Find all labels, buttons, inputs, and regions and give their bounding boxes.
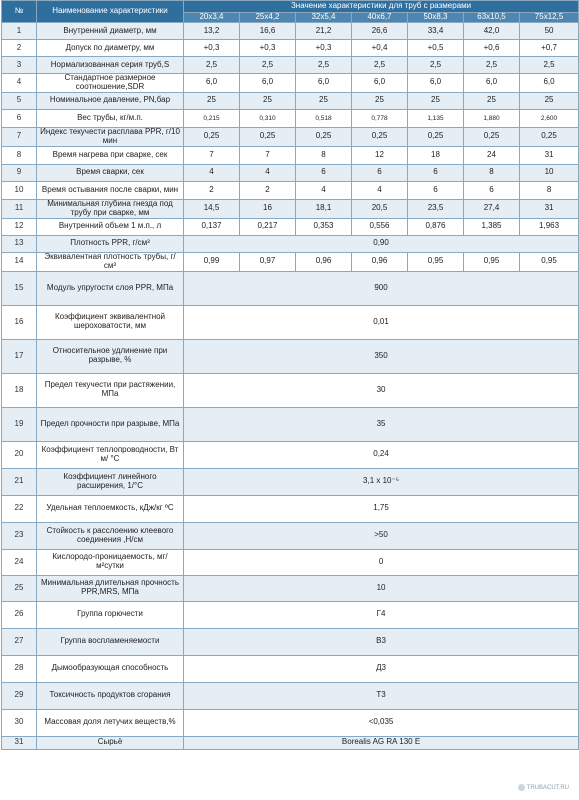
value-cell: 4 [184,164,240,181]
value-cell: 6 [408,164,464,181]
characteristic-name: Время сварки, сек [37,164,184,181]
characteristic-name: Сырьё [37,736,184,749]
characteristic-name: Стойкость к расслоению клеевого соединения ,Н/см [37,522,184,549]
table-row [2,57,579,74]
value-cell: 25 [408,92,464,109]
value-cell: 6 [352,164,408,181]
table-row [2,146,579,164]
value-cell-merged: 35 [184,407,579,441]
value-cell: 12 [352,146,408,164]
row-number: 8 [2,146,37,164]
value-cell-merged: 0,90 [184,235,579,252]
value-cell: 25 [352,92,408,109]
value-cell: 8 [464,164,520,181]
value-cell: 31 [520,199,579,218]
value-cell: 25 [520,92,579,109]
row-number: 12 [2,218,37,235]
value-cell: 8 [296,146,352,164]
table-row [2,339,579,373]
value-cell: 14,5 [184,199,240,218]
value-cell: 0,25 [184,127,240,146]
value-cell: 6,0 [464,74,520,93]
value-cell: 16 [240,199,296,218]
characteristic-name: Удельная теплоемкость, кДж/кг ºС [37,495,184,522]
value-cell-merged: 30 [184,373,579,407]
header-size: 63х10,5 [464,13,520,23]
header-row-top [2,1,579,13]
value-cell: 10 [520,164,579,181]
table-row [2,628,579,655]
row-number: 17 [2,339,37,373]
header-size: 20х3,4 [184,13,240,23]
table-row [2,127,579,146]
value-cell: +0,4 [352,40,408,57]
value-cell: 2,5 [240,57,296,74]
table-row [2,305,579,339]
row-number: 1 [2,23,37,40]
row-number: 21 [2,468,37,495]
row-number: 18 [2,373,37,407]
value-cell: 6,0 [184,74,240,93]
table-row [2,40,579,57]
header-values: Значение характеристики для труб с размерами [184,1,579,13]
value-cell: 26,6 [352,23,408,40]
value-cell: 7 [240,146,296,164]
characteristic-name: Номинальное давление, PN,бар [37,92,184,109]
table-row [2,252,579,271]
row-number: 9 [2,164,37,181]
row-number: 2 [2,40,37,57]
value-cell: 4 [352,181,408,199]
value-cell: 8 [520,181,579,199]
table-row [2,218,579,235]
value-cell-merged: 350 [184,339,579,373]
value-cell-merged: 10 [184,575,579,601]
value-cell: 4 [296,181,352,199]
header-size: 40х6,7 [352,13,408,23]
value-cell: 50 [520,23,579,40]
value-cell: 27,4 [464,199,520,218]
characteristic-name: Вес трубы, кг/м.п. [37,109,184,127]
characteristic-name: Кислородо-проницаемость, мг/м²сутки [37,549,184,575]
row-number: 16 [2,305,37,339]
characteristic-name: Коэффициент эквивалентной шероховатости, мм [37,305,184,339]
value-cell: +0,7 [520,40,579,57]
characteristic-name: Допуск по диаметру, мм [37,40,184,57]
characteristic-name: Группа горючести [37,601,184,628]
value-cell: 1,963 [520,218,579,235]
header-size: 75х12,5 [520,13,579,23]
value-cell: 0,25 [296,127,352,146]
value-cell: 2,5 [296,57,352,74]
value-cell: 0,137 [184,218,240,235]
value-cell-merged: Borealis AG RA 130 E [184,736,579,749]
value-cell-merged: 1,75 [184,495,579,522]
row-number: 7 [2,127,37,146]
spec-table-body [2,23,579,750]
table-row [2,181,579,199]
value-cell-merged: Г4 [184,601,579,628]
value-cell: 18 [408,146,464,164]
value-cell: 6,0 [240,74,296,93]
characteristic-name: Внутренний объем 1 м.п., л [37,218,184,235]
characteristic-name: Время нагрева при сварке, сек [37,146,184,164]
value-cell: 2,5 [184,57,240,74]
value-cell: 0,215 [184,109,240,127]
value-cell: 2 [240,181,296,199]
row-number: 31 [2,736,37,749]
characteristic-name: Предел текучести при растяжении, МПа [37,373,184,407]
value-cell: 25 [464,92,520,109]
value-cell: 0,310 [240,109,296,127]
row-number: 30 [2,709,37,736]
value-cell: 1,880 [464,109,520,127]
value-cell: 4 [240,164,296,181]
value-cell: 0,95 [464,252,520,271]
value-cell: 0,25 [408,127,464,146]
header-size: 50х8,3 [408,13,464,23]
value-cell: 0,25 [240,127,296,146]
table-row [2,709,579,736]
value-cell: 0,25 [352,127,408,146]
characteristic-name: Плотность PPR, г/см³ [37,235,184,252]
value-cell: +0,3 [240,40,296,57]
value-cell: 21,2 [296,23,352,40]
value-cell: 0,778 [352,109,408,127]
header-size: 25х4,2 [240,13,296,23]
value-cell: 7 [184,146,240,164]
value-cell: 0,217 [240,218,296,235]
value-cell: 16,6 [240,23,296,40]
row-number: 25 [2,575,37,601]
row-number: 27 [2,628,37,655]
characteristic-name: Массовая доля летучих веществ,% [37,709,184,736]
value-cell: +0,6 [464,40,520,57]
header-size: 32х5,4 [296,13,352,23]
value-cell-merged: Т3 [184,682,579,709]
characteristic-name: Минимальная длительная прочность PPR,MRS, МПа [37,575,184,601]
watermark [518,784,569,791]
table-row [2,199,579,218]
value-cell-merged: Д3 [184,655,579,682]
row-number: 24 [2,549,37,575]
characteristic-name: Коэффициент линейного расширения, 1/°С [37,468,184,495]
value-cell: 6,0 [408,74,464,93]
characteristic-name: Эквивалентная плотность трубы, г/см³ [37,252,184,271]
value-cell: 42,0 [464,23,520,40]
value-cell: 2 [184,181,240,199]
value-cell: 0,96 [296,252,352,271]
table-row [2,601,579,628]
value-cell: 0,353 [296,218,352,235]
value-cell: 0,97 [240,252,296,271]
value-cell: 24 [464,146,520,164]
table-row [2,655,579,682]
row-number: 20 [2,441,37,468]
row-number: 26 [2,601,37,628]
value-cell: 0,99 [184,252,240,271]
characteristic-name: Модуль упругости слоя PPR, МПа [37,271,184,305]
value-cell: 31 [520,146,579,164]
value-cell-merged: 0,24 [184,441,579,468]
row-number: 14 [2,252,37,271]
value-cell: 33,4 [408,23,464,40]
value-cell-merged: 900 [184,271,579,305]
characteristic-name: Нормализованная серия труб,S [37,57,184,74]
table-row [2,235,579,252]
characteristic-name: Токсичность продуктов сгорания [37,682,184,709]
table-row [2,468,579,495]
value-cell: 25 [184,92,240,109]
table-row [2,682,579,709]
table-row [2,271,579,305]
value-cell: 2,5 [408,57,464,74]
characteristic-name: Внутренний диаметр, мм [37,23,184,40]
value-cell: 6,0 [520,74,579,93]
characteristic-name: Индекс текучести расплава PPR, г/10 мин [37,127,184,146]
table-row [2,92,579,109]
characteristic-name: Предел прочности при разрыве, МПа [37,407,184,441]
value-cell: 23,5 [408,199,464,218]
row-number: 28 [2,655,37,682]
value-cell: 2,5 [352,57,408,74]
value-cell: 6 [464,181,520,199]
table-row [2,74,579,93]
value-cell: 13,2 [184,23,240,40]
header-num: № [2,1,37,23]
table-row [2,575,579,601]
value-cell: 2,5 [464,57,520,74]
table-row [2,109,579,127]
value-cell: 1,135 [408,109,464,127]
row-number: 10 [2,181,37,199]
row-number: 22 [2,495,37,522]
value-cell: 1,385 [464,218,520,235]
value-cell: 0,556 [352,218,408,235]
table-row [2,407,579,441]
row-number: 13 [2,235,37,252]
value-cell-merged: В3 [184,628,579,655]
table-row [2,441,579,468]
value-cell: 25 [240,92,296,109]
characteristic-name: Относительное удлинение при разрыве, % [37,339,184,373]
row-number: 15 [2,271,37,305]
table-row [2,549,579,575]
value-cell: +0,3 [184,40,240,57]
row-number: 4 [2,74,37,93]
header-name: Наименование характеристики [37,1,184,23]
watermark-text: TRUBACUT.RU [526,785,569,791]
value-cell: 0,25 [464,127,520,146]
characteristic-name: Минимальная глубина гнезда под трубу при сварке, мм [37,199,184,218]
row-number: 3 [2,57,37,74]
value-cell: 0,96 [352,252,408,271]
characteristic-name: Коэффициент теплопроводности, Вт м/ °С [37,441,184,468]
row-number: 23 [2,522,37,549]
value-cell: 20,5 [352,199,408,218]
table-row [2,495,579,522]
table-row [2,23,579,40]
watermark-logo-icon [518,784,525,791]
value-cell: +0,3 [296,40,352,57]
characteristic-name: Стандартное размерное соотношение,SDR [37,74,184,93]
value-cell: 2,5 [520,57,579,74]
row-number: 5 [2,92,37,109]
value-cell: 6 [408,181,464,199]
value-cell: 18,1 [296,199,352,218]
table-row [2,164,579,181]
value-cell: 0,876 [408,218,464,235]
spec-table [1,0,579,750]
row-number: 29 [2,682,37,709]
value-cell-merged: 0 [184,549,579,575]
value-cell: 6,0 [352,74,408,93]
value-cell-merged: <0,035 [184,709,579,736]
characteristic-name: Группа воспламеняемости [37,628,184,655]
row-number: 11 [2,199,37,218]
value-cell: 2,600 [520,109,579,127]
value-cell: 0,95 [408,252,464,271]
characteristic-name: Время остывания после сварки, мин [37,181,184,199]
table-row [2,373,579,407]
value-cell: 6 [296,164,352,181]
value-cell-merged: 0,01 [184,305,579,339]
value-cell-merged: 3,1 х 10⁻⁵ [184,468,579,495]
characteristic-name: Дымообразующая способность [37,655,184,682]
value-cell: 25 [296,92,352,109]
table-row [2,736,579,749]
value-cell-merged: >50 [184,522,579,549]
value-cell: 0,518 [296,109,352,127]
value-cell: 6,0 [296,74,352,93]
value-cell: 0,25 [520,127,579,146]
table-row [2,522,579,549]
row-number: 6 [2,109,37,127]
value-cell: +0,5 [408,40,464,57]
row-number: 19 [2,407,37,441]
value-cell: 0,95 [520,252,579,271]
